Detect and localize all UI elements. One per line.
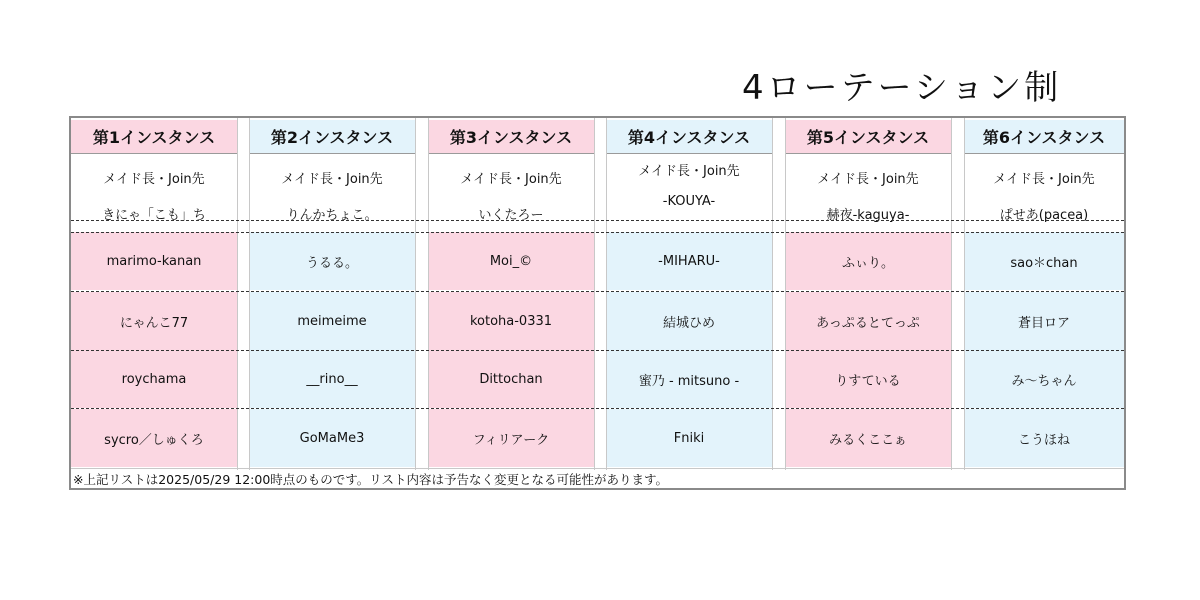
column-header: 第1インスタンス xyxy=(71,120,237,154)
rotation-table xyxy=(69,116,1126,490)
lead-name: りんかちょこ。 xyxy=(286,208,378,223)
lead-block xyxy=(249,154,415,223)
lead-label: メイド長・Join先 xyxy=(638,164,740,179)
member-cell: 結城ひめ xyxy=(606,292,772,350)
member-cell: meimeime xyxy=(249,292,415,350)
member-cell: りすている xyxy=(785,350,951,408)
lead-block xyxy=(606,154,772,220)
member-cell: Dittochan xyxy=(428,350,594,408)
column-divider xyxy=(415,118,416,470)
lead-name: 赫夜-kaguya- xyxy=(826,208,910,223)
column-divider xyxy=(237,118,238,470)
row-divider xyxy=(71,232,1124,233)
row-divider xyxy=(71,350,1124,351)
member-cell: みるくここぁ xyxy=(785,409,951,467)
column-divider xyxy=(249,118,250,470)
column-divider xyxy=(785,118,786,470)
column-header: 第2インスタンス xyxy=(249,120,415,154)
lead-label: メイド長・Join先 xyxy=(103,172,205,187)
member-cell: にゃんこ77 xyxy=(71,292,237,350)
column-header: 第5インスタンス xyxy=(785,120,951,154)
instance-column-5 xyxy=(785,118,951,490)
footnote: ※上記リストは2025/05/29 12:00時点のものです。リスト内容は予告なく変更となる可能性があります。 xyxy=(73,472,669,487)
lead-label: メイド長・Join先 xyxy=(460,172,562,187)
member-cell: sao＊chan xyxy=(964,232,1124,290)
member-cell: sycro／しゅくろ xyxy=(71,409,237,467)
member-cell: roychama xyxy=(71,350,237,408)
column-header: 第6インスタンス xyxy=(964,120,1124,154)
lead-block xyxy=(428,154,594,223)
lead-name: -KOUYA- xyxy=(662,194,716,209)
column-header: 第4インスタンス xyxy=(606,120,772,154)
note-divider xyxy=(71,468,1124,469)
member-cell: Fniki xyxy=(606,409,772,467)
page-title: 4ローテーション制 xyxy=(742,68,1062,108)
lead-block xyxy=(785,154,951,223)
member-cell: 蜜乃 - mitsuno - xyxy=(606,350,772,408)
instance-column-6 xyxy=(964,118,1124,490)
instance-column-4 xyxy=(606,118,772,490)
member-cell: __rino__ xyxy=(249,350,415,408)
lead-block xyxy=(71,154,237,223)
lead-label: メイド長・Join先 xyxy=(993,172,1095,187)
member-cell: み～ちゃん xyxy=(964,350,1124,408)
lead-block xyxy=(964,154,1124,223)
instance-column-3 xyxy=(428,118,594,490)
lead-name: いくたろー xyxy=(478,208,544,223)
member-cell: -MIHARU- xyxy=(606,232,772,290)
lead-label: メイド長・Join先 xyxy=(817,172,919,187)
instance-column-1 xyxy=(71,118,237,490)
column-divider xyxy=(964,118,965,470)
lead-name: きにゃ「こも」ち xyxy=(102,208,206,223)
member-cell: 蒼目ロア xyxy=(964,292,1124,350)
row-divider xyxy=(71,220,1124,221)
column-divider xyxy=(594,118,595,470)
member-cell: marimo-kanan xyxy=(71,232,237,290)
member-cell: フィリアーク xyxy=(428,409,594,467)
column-divider xyxy=(772,118,773,470)
row-divider xyxy=(71,408,1124,409)
member-cell: kotoha-0331 xyxy=(428,292,594,350)
column-divider xyxy=(951,118,952,470)
member-cell: うるる。 xyxy=(249,232,415,290)
member-cell: こうほね xyxy=(964,409,1124,467)
column-header: 第3インスタンス xyxy=(428,120,594,154)
member-cell: あっぷるとてっぷ xyxy=(785,292,951,350)
member-cell: ふぃり。 xyxy=(785,232,951,290)
member-cell: Moi_© xyxy=(428,232,594,290)
instance-column-2 xyxy=(249,118,415,490)
column-divider xyxy=(428,118,429,470)
column-divider xyxy=(606,118,607,470)
member-cell: GoMaMe3 xyxy=(249,409,415,467)
lead-label: メイド長・Join先 xyxy=(281,172,383,187)
row-divider xyxy=(71,291,1124,292)
lead-name: ぱせあ(pacea) xyxy=(999,208,1089,223)
